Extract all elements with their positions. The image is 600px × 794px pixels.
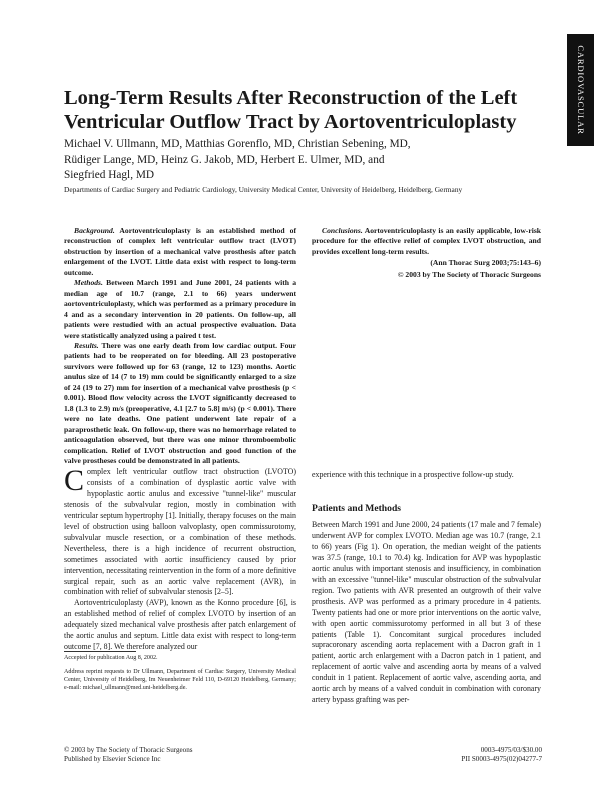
abstract-right-column: [312, 226, 541, 280]
affiliation: Departments of Cardiac Surgery and Pediatric Cardiology, University Medical Center, University of Heidelberg, Heidelberg, Germany: [64, 185, 463, 194]
abstract-methods-label: Methods.: [74, 278, 103, 288]
journal-citation: (Ann Thorac Surg 2003;75:143–6): [430, 258, 541, 268]
footer-issn: 0003-4975/03/$30.00: [480, 746, 542, 754]
methods-paragraph: Between March 1991 and June 2000, 24 patients (17 male and 7 female) underwent AVP for complex LVOTO. Median age was 10.7 (range, 2.1 to 66) years (Fig 1). On operation, the median weight of the patients was 37.5 (range, 10.1 to 70.4) kg. Indication for AVP was hypoplastic aortic anulus with important stenosis and insufficiency, in combination with an excessive "tunnel-like" muscular obstruction of the subvalvular region. Two patients with AVR presented an outgrowth of their valve prosthesis. AVP was performed as a primary procedure in 4 patients. Twenty patients had one or more prior interventions on the aortic valve, with open aortic commissurotomy performed in all but 3 of these patients (Table 1). Concomitant surgical procedures included supracoronary ascending aorta replacement with a Dacron graft in 1 patient, aortic arch enlargement with a Dacron patch in 1 patient, and replacement of aortic valve and ascending aorta by means of a valved conduit in 1 patient. Replacement of aortic valve, ascending aorta, and aortic arch by means of a valved conduit in combination with coronary artery bypass grafting was per-: [312, 520, 541, 705]
author-line: Siegfried Hagl, MD: [64, 169, 155, 182]
intro-paragraph-text: omplex left ventricular outflow tract obstruction (LVOTO) consists of a combination of dysplastic aortic valve with hypoplastic aortic anulus and excessive "tunnel-like" muscular stenosis of the subvalvular region, mostly in combination with ventricular septum hypertrophy [1]. Initially, therapy focuses on the main level of obstruction using balloon valvoplasty, open commissurotomy, subvalvular muscle resection, or a combination of these methods. Nevertheless, there is a high incidence of recurrent obstruction, sometimes associated with aortic insufficiency caused by prior intervention, necessitating reintervention in the form of a more definitive surgical repair, such as an aortic valve replacement (AVR), in combination with relief of subvalvular stenosis [2–5].: [64, 467, 296, 597]
abstract-copyright: © 2003 by The Society of Thoracic Surgeons: [397, 269, 541, 279]
abstract-background: [64, 226, 296, 278]
footnote-divider: [64, 651, 136, 652]
abstract-background-text: Aortoventriculoplasty is an established method of reconstruction of complex left ventricular outflow tract (LVOT) obstruction by insertion of a mechanical valve prosthesis after patch enlargement of the LVOT. Little data exist with respect to long-term outcome.: [64, 226, 296, 277]
footer-right: [400, 746, 542, 765]
drop-cap: C: [64, 464, 85, 497]
abstract-results-label: Results.: [74, 340, 99, 350]
abstract-conclusions-label: Conclusions.: [322, 226, 363, 235]
intro-paragraph-2: Aortoventriculoplasty (AVP), known as the Konno procedure [6], is an established method of relief of complex LVOTO by insertion of an adequately sized mechanical valve prosthesis after patch enlargement of the aortic anulus and septum. Little data exist with respect to long-term outcome [7, 8]. We therefore analyzed our: [64, 598, 296, 652]
methods-column: [312, 520, 541, 706]
body-right-column: [312, 470, 541, 481]
footnote-address: Address reprint requests to Dr Ullmann, Department of Cardiac Surgery, University Medical Center, University of Heidelberg, Im Neuenheimer Feld 110, D-69120 Heidelberg, Germany; e-mail: michael_ullmann@med.uni-heidelberg.de.: [64, 669, 296, 692]
abstract-background-label: Background.: [74, 226, 115, 235]
article-title: Long-Term Results After Reconstruction of the Left Ventricular Outflow Tract by Aortoventriculoplasty: [64, 87, 518, 133]
intro-continuation: experience with this technique in a prospective follow-up study.: [312, 470, 514, 479]
footer-publisher: Published by Elsevier Science Inc: [64, 755, 161, 764]
body-left-column: [64, 464, 296, 653]
abstract-conclusions: [312, 226, 541, 257]
abstract-results-text: There was one early death from low cardiac output. Four patients had to be reoperated on for bleeding. All 23 postoperative survivors were followed up for 63 (range, 12 to 123) months. Aortic anulus size of 14 (7 to 19) mm could be significantly enlarged to a size of 24 (19 to 27) mm for insertion of a mechanical valve prosthesis (p < 0.001). Blood flow velocity across the LVOT significantly decreased to 1.8 (1.3 to 2.9) m/s (preoperative, 4.1 [2.7 to 5.8] m/s) (p < 0.001). There were no late deaths. One patient underwent late repair of a paraprosthetic leak. On follow-up, there was no hemorrhage related to anticoagulation observed, but there was one minor thromboembolic complication. Relief of LVOT obstruction and good function of the valve prostheses could be demonstrated in all patients.: [64, 340, 297, 465]
author-line: Michael V. Ullmann, MD, Matthias Gorenflo, MD, Christian Sebening, MD,: [64, 138, 411, 150]
abstract-conclusions-text: Aortoventriculoplasty is an easily applicable, low-risk procedure for the effective relief of complex LVOT obstruction, and provides excellent long-term results.: [312, 226, 541, 256]
abstract-methods-text: Between March 1991 and June 2001, 24 patients with a median age of 10.7 (range, 2.1 to 66) years underwent aortoventriculoplasty, which was performed as a primary procedure in 4 and as a secondary intervention in 20 patients. On follow-up, all patients were restudied with an actual prospective evaluation. Data were statistically analyzed using a paired t test.: [64, 278, 296, 340]
author-line: Rüdiger Lange, MD, Heinz G. Jakob, MD, Herbert E. Ulmer, MD, and: [64, 153, 385, 166]
abstract-left-column: [64, 226, 296, 466]
abstract-methods: [64, 278, 296, 341]
footer-left: [64, 746, 193, 765]
footer-pii: PII S0003-4975(02)04277-7: [461, 755, 542, 764]
intro-paragraph: [64, 464, 296, 598]
footer-copyright: © 2003 by The Society of Thoracic Surgeons: [64, 746, 193, 754]
abstract-results: [64, 341, 296, 466]
author-list: [64, 137, 524, 184]
section-tab: [567, 34, 594, 146]
section-tab-label: CARDIOVASCULAR: [575, 45, 586, 135]
section-heading: Patients and Methods: [312, 503, 402, 514]
footnote-accepted: Accepted for publication Aug 8, 2002.: [64, 655, 158, 661]
